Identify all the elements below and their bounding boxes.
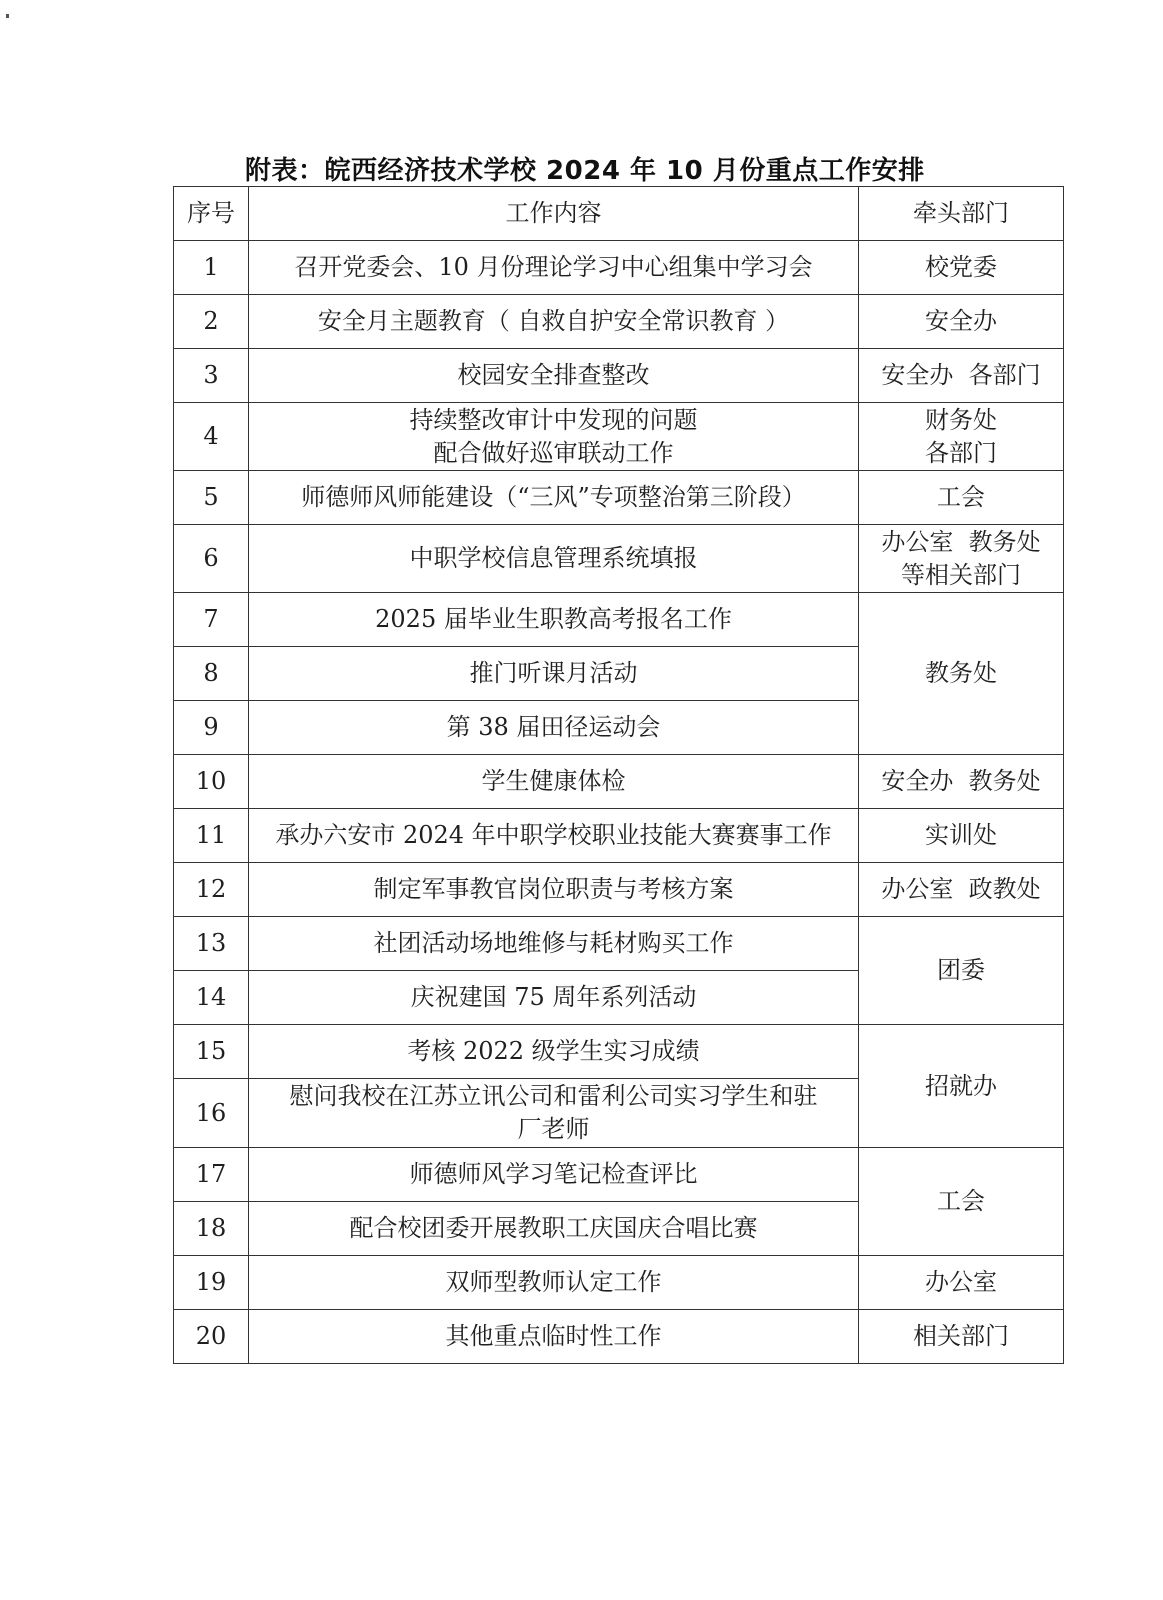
- row-no: 3: [174, 349, 249, 403]
- row-content: 第 38 届田径运动会: [249, 701, 859, 755]
- row-no: 4: [174, 403, 249, 471]
- row-dept: 办公室 教务处 等相关部门: [859, 525, 1064, 593]
- row-no: 20: [174, 1310, 249, 1364]
- table-row: [174, 525, 1064, 593]
- row-dept: 财务处 各部门: [859, 403, 1064, 471]
- row-dept: 实训处: [859, 809, 1064, 863]
- row-no: 16: [174, 1079, 249, 1148]
- work-schedule-table: [173, 186, 1064, 1364]
- row-content: 推门听课月活动: [249, 647, 859, 701]
- table-row: [174, 349, 1064, 403]
- row-dept: 安全办: [859, 295, 1064, 349]
- table-row: [174, 755, 1064, 809]
- row-no: 9: [174, 701, 249, 755]
- table-row: [174, 403, 1064, 471]
- header-content: 工作内容: [249, 187, 859, 241]
- row-dept: 工会: [859, 1148, 1064, 1256]
- table-row: [174, 809, 1064, 863]
- table-row: [174, 295, 1064, 349]
- row-dept: 办公室: [859, 1256, 1064, 1310]
- row-content: 慰问我校在江苏立讯公司和雷利公司实习学生和驻 厂老师: [249, 1079, 859, 1148]
- row-content: 双师型教师认定工作: [249, 1256, 859, 1310]
- row-content: 师德师风师能建设（“三风”专项整治第三阶段）: [249, 471, 859, 525]
- row-no: 17: [174, 1148, 249, 1202]
- table-row: [174, 471, 1064, 525]
- row-dept: 团委: [859, 917, 1064, 1025]
- row-no: 10: [174, 755, 249, 809]
- row-content: 承办六安市 2024 年中职学校职业技能大赛赛事工作: [249, 809, 859, 863]
- row-no: 11: [174, 809, 249, 863]
- table-header-row: [174, 187, 1064, 241]
- row-content: 安全月主题教育（ 自救自护安全常识教育 ）: [249, 295, 859, 349]
- row-content: 2025 届毕业生职教高考报名工作: [249, 593, 859, 647]
- row-no: 18: [174, 1202, 249, 1256]
- table-row: [174, 917, 1064, 971]
- table-row: [174, 863, 1064, 917]
- table-row: [174, 1148, 1064, 1202]
- document-title: 附表：皖西经济技术学校 2024 年 10 月份重点工作安排: [245, 156, 925, 186]
- row-content: 师德师风学习笔记检查评比: [249, 1148, 859, 1202]
- header-dept: 牵头部门: [859, 187, 1064, 241]
- row-dept: 招就办: [859, 1025, 1064, 1148]
- row-no: 7: [174, 593, 249, 647]
- row-content: 校园安全排查整改: [249, 349, 859, 403]
- table-row: [174, 1310, 1064, 1364]
- table-row: [174, 241, 1064, 295]
- table-row: [174, 1025, 1064, 1079]
- row-dept: 相关部门: [859, 1310, 1064, 1364]
- row-no: 12: [174, 863, 249, 917]
- row-content: 召开党委会、10 月份理论学习中心组集中学习会: [249, 241, 859, 295]
- row-dept: 校党委: [859, 241, 1064, 295]
- row-no: 15: [174, 1025, 249, 1079]
- row-no: 1: [174, 241, 249, 295]
- row-content: 社团活动场地维修与耗材购买工作: [249, 917, 859, 971]
- row-no: 19: [174, 1256, 249, 1310]
- table-row: [174, 593, 1064, 647]
- header-no: 序号: [174, 187, 249, 241]
- row-no: 6: [174, 525, 249, 593]
- row-content: 中职学校信息管理系统填报: [249, 525, 859, 593]
- row-no: 8: [174, 647, 249, 701]
- row-content: 其他重点临时性工作: [249, 1310, 859, 1364]
- row-content: 学生健康体检: [249, 755, 859, 809]
- row-dept: 安全办 教务处: [859, 755, 1064, 809]
- row-dept: 工会: [859, 471, 1064, 525]
- row-content: 制定军事教官岗位职责与考核方案: [249, 863, 859, 917]
- row-no: 13: [174, 917, 249, 971]
- row-content: 持续整改审计中发现的问题 配合做好巡审联动工作: [249, 403, 859, 471]
- row-no: 2: [174, 295, 249, 349]
- row-content: 配合校团委开展教职工庆国庆合唱比赛: [249, 1202, 859, 1256]
- row-no: 14: [174, 971, 249, 1025]
- row-dept: 教务处: [859, 593, 1064, 755]
- row-dept: 办公室 政教处: [859, 863, 1064, 917]
- row-content: 庆祝建国 75 周年系列活动: [249, 971, 859, 1025]
- row-no: 5: [174, 471, 249, 525]
- row-dept: 安全办 各部门: [859, 349, 1064, 403]
- table-row: [174, 1256, 1064, 1310]
- scan-speck: [6, 14, 9, 18]
- row-content: 考核 2022 级学生实习成绩: [249, 1025, 859, 1079]
